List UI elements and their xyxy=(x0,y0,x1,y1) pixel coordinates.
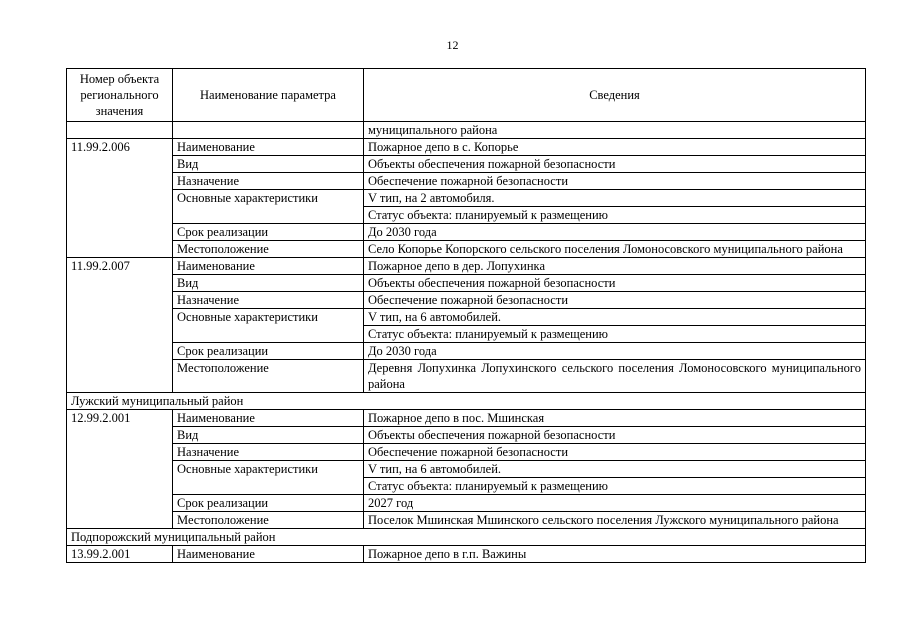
param-label: Назначение xyxy=(173,444,364,461)
param-label: Вид xyxy=(173,275,364,292)
param-label: Местоположение xyxy=(173,360,364,393)
table-row xyxy=(67,309,866,326)
param-value: Статус объекта: планируемый к размещению xyxy=(364,478,866,495)
param-label: Местоположение xyxy=(173,241,364,258)
param-value: 2027 год xyxy=(364,495,866,512)
param-label: Срок реализации xyxy=(173,224,364,241)
section-row xyxy=(67,529,866,546)
param-value: Деревня Лопухинка Лопухинского сельского поселения Ломоносовского муниципального района xyxy=(364,360,866,393)
table-header xyxy=(67,69,866,122)
table-row xyxy=(67,122,866,139)
param-value: Пожарное депо в г.п. Важины xyxy=(364,546,866,563)
param-label: Основные характеристики xyxy=(173,461,364,495)
table-row xyxy=(67,427,866,444)
table-row xyxy=(67,495,866,512)
param-label: Основные характеристики xyxy=(173,309,364,343)
param-value: До 2030 года xyxy=(364,343,866,360)
table-row xyxy=(67,461,866,478)
param-value: V тип, на 6 автомобилей. xyxy=(364,461,866,478)
table-row xyxy=(67,444,866,461)
param-value: Пожарное депо в пос. Мшинская xyxy=(364,410,866,427)
table-row xyxy=(67,156,866,173)
param-value: Объекты обеспечения пожарной безопасности xyxy=(364,156,866,173)
param-value: До 2030 года xyxy=(364,224,866,241)
param-label: Срок реализации xyxy=(173,343,364,360)
param-value: Статус объекта: планируемый к размещению xyxy=(364,326,866,343)
table-row xyxy=(67,258,866,275)
section-title: Лужский муниципальный район xyxy=(67,393,866,410)
param-value: Объекты обеспечения пожарной безопасности xyxy=(364,275,866,292)
object-id: 13.99.2.001 xyxy=(67,546,173,563)
param-label: Наименование xyxy=(173,139,364,156)
param-label: Основные характеристики xyxy=(173,190,364,224)
object-id: 12.99.2.001 xyxy=(67,410,173,529)
param-label: Назначение xyxy=(173,173,364,190)
table-row xyxy=(67,190,866,207)
param-value: Обеспечение пожарной безопасности xyxy=(364,444,866,461)
page-number: 12 xyxy=(446,38,459,52)
param-label: Назначение xyxy=(173,292,364,309)
table-row xyxy=(67,224,866,241)
param-value: Пожарное депо в дер. Лопухинка xyxy=(364,258,866,275)
table-row xyxy=(67,360,866,393)
table-row xyxy=(67,343,866,360)
param-label: Наименование xyxy=(173,258,364,275)
table-row xyxy=(67,512,866,529)
param-value: Обеспечение пожарной безопасности xyxy=(364,292,866,309)
param-value: Пожарное депо в с. Копорье xyxy=(364,139,866,156)
header-object-id: Номер объекта регионального значения xyxy=(67,69,173,122)
table-row xyxy=(67,410,866,427)
continuation-cell: муниципального района xyxy=(364,122,866,139)
param-value: Поселок Мшинская Мшинского сельского поселения Лужского муниципального района xyxy=(364,512,866,529)
param-label: Вид xyxy=(173,156,364,173)
param-value: V тип, на 2 автомобиля. xyxy=(364,190,866,207)
param-value: Обеспечение пожарной безопасности xyxy=(364,173,866,190)
table-row xyxy=(67,173,866,190)
objects-table xyxy=(66,68,866,563)
table-row xyxy=(67,546,866,563)
header-parameter: Наименование параметра xyxy=(173,69,364,122)
section-row xyxy=(67,393,866,410)
header-info: Сведения xyxy=(364,69,866,122)
table-row xyxy=(67,292,866,309)
table-row xyxy=(67,275,866,292)
param-value: Село Копорье Копорского сельского поселения Ломоносовского муниципального района xyxy=(364,241,866,258)
param-label: Наименование xyxy=(173,410,364,427)
param-label: Наименование xyxy=(173,546,364,563)
table-row xyxy=(67,139,866,156)
param-value: Статус объекта: планируемый к размещению xyxy=(364,207,866,224)
section-title: Подпорожский муниципальный район xyxy=(67,529,866,546)
table-row xyxy=(67,241,866,258)
param-label: Вид xyxy=(173,427,364,444)
param-value: V тип, на 6 автомобилей. xyxy=(364,309,866,326)
param-label: Местоположение xyxy=(173,512,364,529)
param-value: Объекты обеспечения пожарной безопасности xyxy=(364,427,866,444)
param-label: Срок реализации xyxy=(173,495,364,512)
object-id: 11.99.2.007 xyxy=(67,258,173,393)
object-id: 11.99.2.006 xyxy=(67,139,173,258)
